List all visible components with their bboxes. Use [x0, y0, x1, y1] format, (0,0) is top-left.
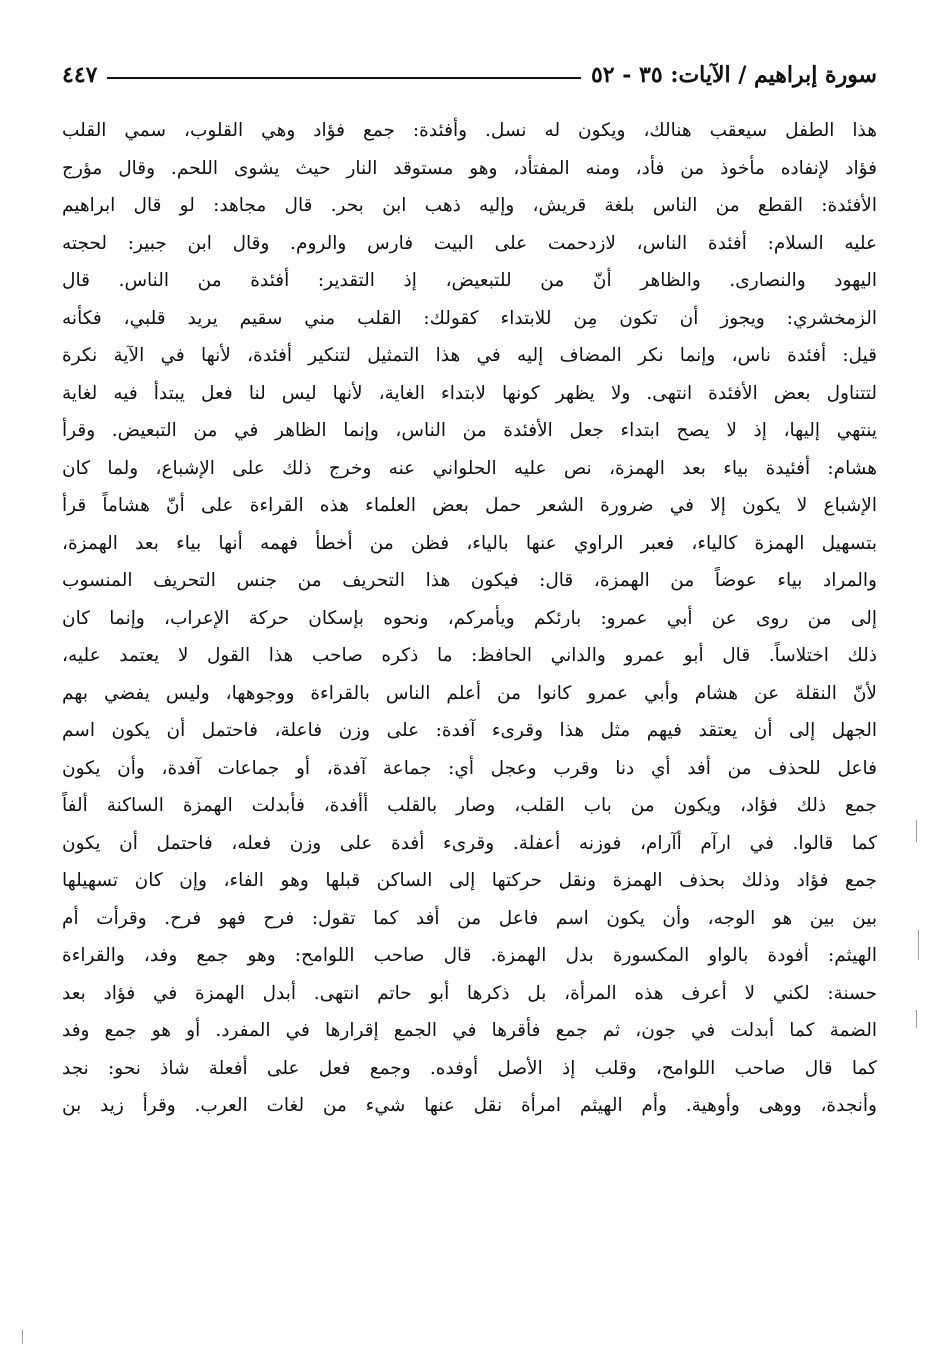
surah-title: سورة إبراهيم / الآيات: ٣٥ - ٥٢	[590, 62, 877, 88]
header-rule	[107, 77, 581, 79]
text-line: ينتهي إليها، إذ لا يصح ابتداء جعل الأفئدة من الناس، وإنما الظاهر في من التبعيض. وقرأ	[62, 420, 877, 441]
running-header	[62, 55, 877, 95]
text-line: الأفئدة: القطع من الناس بلغة قريش، وإليه ذهب ابن بحر. قال مجاهد: لو قال ابراهيم	[62, 195, 877, 216]
text-line: كما قال صاحب اللوامح، وقلب إذ الأصل أوفده. وجمع فعل على أفعلة شاذ نحو: نجد	[62, 1057, 877, 1079]
page-number: ٤٤٧	[62, 62, 98, 88]
text-line: الزمخشري: ويجوز أن تكون مِن للابتداء كقولك: القلب مني سقيم يريد قلبي، فكأنه	[62, 307, 877, 329]
text-line: لأنّ النقلة عن هشام وأبي عمرو كانوا من أعلم الناس بالقراءة ووجوهها، وليس يفضي بهم	[62, 682, 877, 704]
text-line: لتتناول بعض الأفئدة انتهى. ولا يظهر كونها لابتداء الغاية، لأنها ليس لنا فعل يبتدأ فيه لغاية	[62, 382, 877, 404]
text-line: هشام: أفئيدة بياء بعد الهمزة، نص عليه الحلواني عنه وخرج ذلك على الإشباع، ولما كان	[62, 457, 877, 479]
text-line: حسنة: لكني لا أعرف هذه المرأة، بل ذكرها أبو حاتم انتهى. أبدل الهمزة في فؤاد بعد	[62, 982, 877, 1004]
text-line: هذا الطفل سيعقب هنالك، ويكون له نسل. وأفئدة: جمع فؤاد وهي القلوب، سمي القلب	[62, 120, 877, 141]
text-line: قيل: أفئدة ناس، وإنما نكر المضاف إليه في هذا التمثيل لتنكير أفئدة، لأنها في الآية نكرة	[62, 345, 877, 366]
scan-mark	[918, 930, 919, 960]
text-line: وأنجدة، ووهى وأوهية. وأم الهيثم امرأة نقل عنها شيء من لغات العرب. وقرأ زيد بن	[62, 1095, 877, 1116]
text-line: فاعل للحذف من أفد أي دنا وقرب وعجل أي: جماعة آفدة، أو جماعات آفدة، وأن يكون	[62, 757, 877, 779]
text-line: كما قالوا. في ارآم أآرام، فوزنه أعفلة. وقرىء أفدة على وزن فعله، فاحتمل أن يكون	[62, 832, 877, 854]
tafsir-text	[62, 112, 877, 1252]
text-line: الإشباع لا يكون إلا في ضرورة الشعر حمل بعض العلماء هذه القراءة على أنّ هشاماً قرأ	[62, 495, 877, 516]
text-line: عليه السلام: أفئدة الناس، لازدحمت على البيت فارس والروم. وقال ابن جبير: لحجته	[62, 232, 877, 254]
text-line: والمراد بياء عوضاً من الهمزة، قال: فيكون هذا التحريف من جنس التحريف المنسوب	[62, 570, 877, 591]
text-line: بين بين هو الوجه، وأن يكون اسم فاعل من أفد كما تقول: فرح فهو فرح. وقرأت أم	[62, 907, 877, 929]
scan-mark	[916, 820, 917, 842]
text-line: جمع فؤاد وذلك بحذف الهمزة ونقل حركتها إلى الساكن قبلها وهو الفاء، وإن كان تسهيلها	[62, 870, 877, 891]
text-line: اليهود والنصارى. والظاهر أنّ من للتبعيض، إذ التقدير: أفئدة من الناس. قال	[62, 270, 877, 291]
text-line: الجهل إلى أن يعتقد فيهم مثل هذا وقرىء آفدة: على وزن فاعلة، فاحتمل أن يكون اسم	[62, 720, 877, 741]
text-line: الهيثم: أفودة بالواو المكسورة بدل الهمزة. قال صاحب اللوامح: وهو جمع وفد، والقراءة	[62, 945, 877, 966]
scan-mark	[22, 1330, 23, 1344]
text-line: بتسهيل الهمزة كالياء، فعبر الراوي عنها بالياء، فظن من أخطأ فهمه أنها بياء بعد الهمزة،	[62, 532, 877, 554]
text-line: الضمة كما أبدلت في جون، ثم جمع فأقرها في الجمع إقرارها في المفرد. أو هو جمع وفد	[62, 1020, 877, 1041]
text-line: فؤاد لإنفاده مأخوذ من فأد، ومنه المفتأد، وهو مستوقد النار حيث يشوى اللحم. وقال مؤرج	[62, 157, 877, 179]
text-line: ذلك اختلاساً. قال أبو عمرو والداني الحافظ: ما ذكره صاحب هذا القول لا يعتمد عليه،	[62, 645, 877, 666]
text-line: جمع ذلك فؤاد، ويكون من باب القلب، وصار بالقلب أأفدة، فأبدلت الهمزة الساكنة ألفاً	[62, 795, 877, 816]
text-line: إلى من روى عن أبي عمرو: بارئكم ويأمركم، ونحوه بإسكان حركة الإعراب، وإنما كان	[62, 607, 877, 629]
scan-mark	[916, 1010, 917, 1028]
